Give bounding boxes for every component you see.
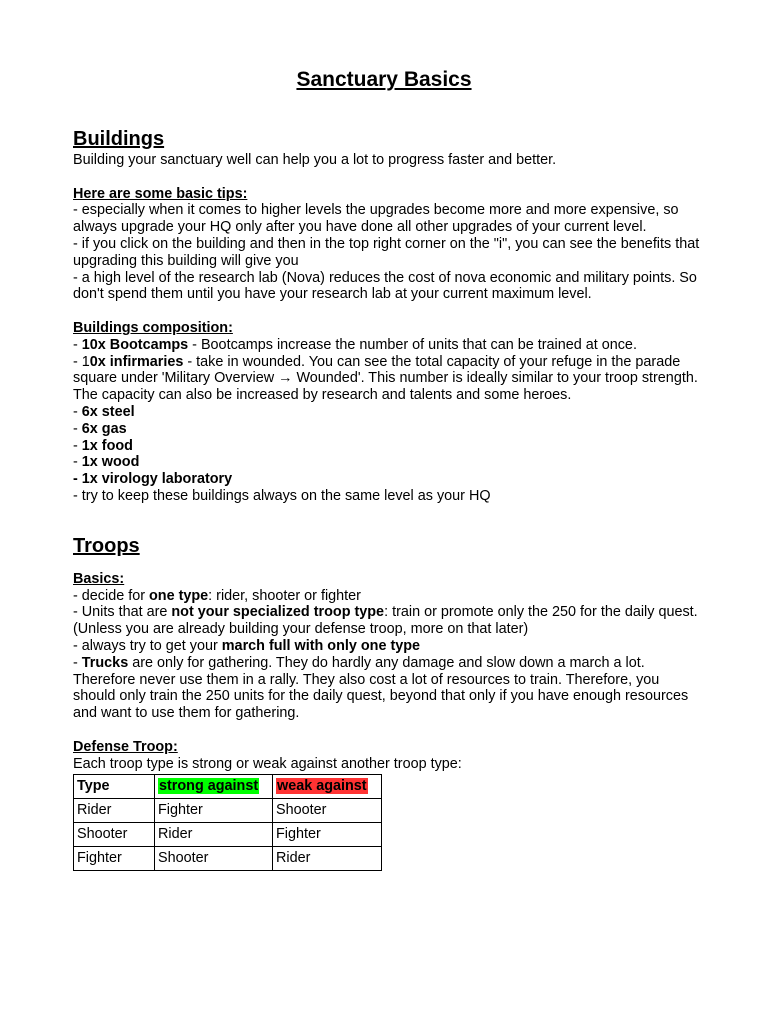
table-header-row [74,775,382,799]
table-row [74,823,382,847]
basics-item: - decide for one type: rider, shooter or fighter [73,587,361,604]
table-header-weak: weak against [277,778,367,795]
table-cell: Fighter [74,847,155,871]
basics-item: - Units that are not your specialized troop type: train or promote only the 250 for the daily quest. (Unless you are already building your defense troop, more on that later) [73,604,698,638]
composition-item-infirmaries: - 10x infirmaries - take in wounded. You can see the total capacity of your refuge in the parade square under 'Military Overview → Wounded'. This number is ideally similar to your troop strength. The capacity can also be increased by research and talents and some heroes. [73,353,698,404]
troop-matchup-table [73,774,382,871]
tip-item: - especially when it comes to higher levels the upgrades become more and more expensive, so always upgrade your HQ only after you have done all other upgrades of your current level. [73,202,679,236]
table-cell: Shooter [155,847,273,871]
composition-item-wood: - 1x wood [73,454,140,471]
composition-item-keep-level: - try to keep these buildings always on the same level as your HQ [73,487,491,504]
basics-item: - always try to get your march full with only one type [73,637,421,654]
composition-item-food: - 1x food [73,437,133,454]
table-header-strong: strong against [159,778,259,795]
composition-heading: Buildings composition: [73,319,233,336]
table-cell: Fighter [273,823,382,847]
tips-heading: Here are some basic tips: [73,185,248,202]
table-row [74,799,382,823]
defense-heading: Defense Troop: [73,738,178,755]
table-row [74,847,382,871]
table-cell: Shooter [74,823,155,847]
tip-item: - if you click on the building and then in the top right corner on the "i", you can see the benefits that upgrading this building will give you [73,235,700,269]
page-title: Sanctuary Basics [296,68,472,91]
composition-item-virology: - 1x virology laboratory [73,471,233,488]
tip-item: - a high level of the research lab (Nova) reduces the cost of nova economic and military points. So don't spend them until you have your research lab at your current maximum level. [73,269,697,303]
table-cell: Shooter [273,799,382,823]
table-cell: Rider [74,799,155,823]
table-cell: Fighter [155,799,273,823]
table-cell: Rider [155,823,273,847]
buildings-intro: Building your sanctuary well can help you a lot to progress faster and better. [73,152,557,168]
basics-heading: Basics: [73,570,125,587]
document-page [73,66,703,871]
defense-intro: Each troop type is strong or weak against another troop type: [73,755,462,772]
table-cell: Rider [273,847,382,871]
composition-item-steel: - 6x steel [73,403,135,420]
composition-item-bootcamps: - 10x Bootcamps - Bootcamps increase the number of units that can be trained at once. [73,336,637,353]
table-header-type: Type [77,778,110,795]
troops-heading: Troops [73,534,140,557]
buildings-heading: Buildings [73,128,165,150]
composition-item-gas: - 6x gas [73,420,127,437]
basics-item: - Trucks are only for gathering. They do hardly any damage and slow down a march a lot. Therefore never use them in a rally. They also cost a lot of resources to train. Therefore, you should only train the 250 units for the daily quest, beyond that only if you have enough resources and want to use them for gathering. [73,654,689,722]
